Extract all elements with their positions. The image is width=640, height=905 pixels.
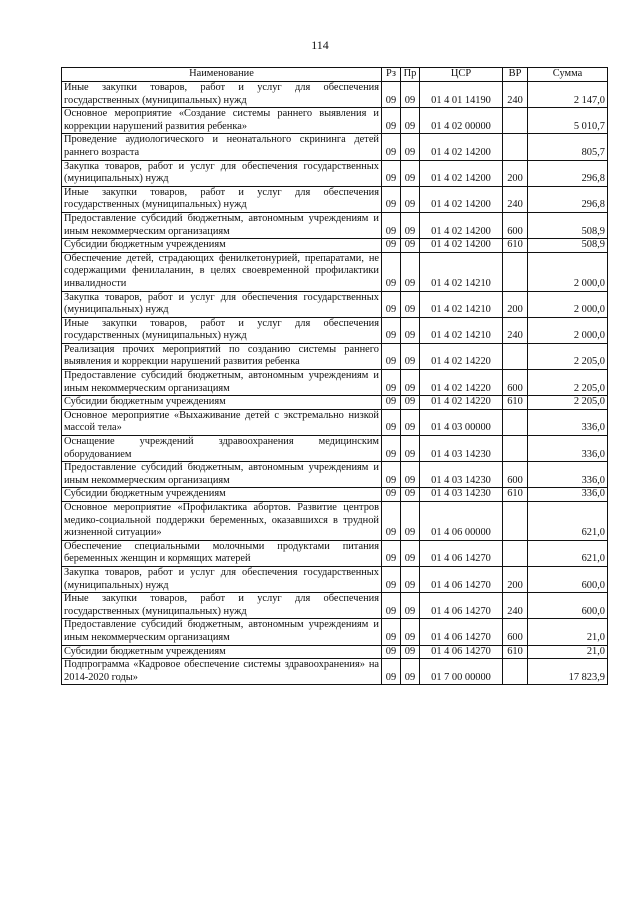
cell-rz: 09 xyxy=(382,160,401,186)
cell-pr: 09 xyxy=(401,317,420,343)
cell-rz: 09 xyxy=(382,540,401,566)
cell-csr: 01 4 02 14210 xyxy=(420,252,503,291)
cell-name: Закупка товаров, работ и услуг для обеспечения государственных (муниципальных) нужд xyxy=(62,160,382,186)
cell-sum: 336,0 xyxy=(528,488,608,502)
table-row xyxy=(62,291,608,317)
cell-csr: 01 4 06 14270 xyxy=(420,593,503,619)
cell-csr: 01 4 02 14200 xyxy=(420,134,503,160)
table-row xyxy=(62,343,608,369)
header-rz: Рз xyxy=(382,68,401,82)
cell-name: Подпрограмма «Кадровое обеспечение системы здравоохранения» на 2014-2020 годы» xyxy=(62,659,382,685)
cell-name: Обеспечение специальными молочными продуктами питания беременных женщин и кормящих матерей xyxy=(62,540,382,566)
cell-vr xyxy=(503,134,528,160)
cell-rz: 09 xyxy=(382,82,401,108)
cell-sum: 600,0 xyxy=(528,593,608,619)
cell-sum: 621,0 xyxy=(528,502,608,541)
cell-vr: 610 xyxy=(503,488,528,502)
cell-rz: 09 xyxy=(382,462,401,488)
cell-rz: 09 xyxy=(382,593,401,619)
cell-vr: 610 xyxy=(503,396,528,410)
cell-csr: 01 4 06 14270 xyxy=(420,645,503,659)
table-header xyxy=(62,68,608,82)
cell-csr: 01 4 03 14230 xyxy=(420,488,503,502)
cell-pr: 09 xyxy=(401,82,420,108)
cell-name: Оснащение учреждений здравоохранения медицинским оборудованием xyxy=(62,436,382,462)
table-row xyxy=(62,370,608,396)
cell-rz: 09 xyxy=(382,409,401,435)
table-row xyxy=(62,396,608,410)
cell-vr: 200 xyxy=(503,566,528,592)
cell-pr: 09 xyxy=(401,488,420,502)
cell-name: Реализация прочих мероприятий по созданию системы раннего выявления и коррекции нарушений развития ребенка xyxy=(62,343,382,369)
cell-csr: 01 7 00 00000 xyxy=(420,659,503,685)
table-row xyxy=(62,462,608,488)
cell-name: Основное мероприятие «Создание системы раннего выявления и коррекции нарушений развития ребенка» xyxy=(62,108,382,134)
cell-name: Субсидии бюджетным учреждениям xyxy=(62,645,382,659)
cell-name: Закупка товаров, работ и услуг для обеспечения государственных (муниципальных) нужд xyxy=(62,566,382,592)
cell-name: Субсидии бюджетным учреждениям xyxy=(62,488,382,502)
cell-rz: 09 xyxy=(382,659,401,685)
cell-sum: 336,0 xyxy=(528,462,608,488)
cell-rz: 09 xyxy=(382,370,401,396)
header-csr: ЦСР xyxy=(420,68,503,82)
cell-vr: 600 xyxy=(503,619,528,645)
cell-sum: 2 205,0 xyxy=(528,396,608,410)
cell-rz: 09 xyxy=(382,343,401,369)
table-row xyxy=(62,488,608,502)
cell-csr: 01 4 06 14270 xyxy=(420,566,503,592)
cell-name: Субсидии бюджетным учреждениям xyxy=(62,239,382,253)
cell-sum: 17 823,9 xyxy=(528,659,608,685)
cell-vr: 240 xyxy=(503,82,528,108)
cell-name: Обеспечение детей, страдающих фенилкетонурией, препаратами, не содержащими фенилаланин, в целях своевременной профилактики инвалидности xyxy=(62,252,382,291)
cell-csr: 01 4 03 00000 xyxy=(420,409,503,435)
cell-vr xyxy=(503,659,528,685)
cell-pr: 09 xyxy=(401,619,420,645)
cell-csr: 01 4 06 14270 xyxy=(420,619,503,645)
cell-csr: 01 4 02 14200 xyxy=(420,186,503,212)
cell-csr: 01 4 02 14200 xyxy=(420,212,503,238)
cell-pr: 09 xyxy=(401,186,420,212)
table-row xyxy=(62,436,608,462)
table-row xyxy=(62,659,608,685)
cell-vr: 610 xyxy=(503,239,528,253)
cell-name: Предоставление субсидий бюджетным, автономным учреждениям и иным некоммерческим организациям xyxy=(62,370,382,396)
cell-vr: 600 xyxy=(503,370,528,396)
cell-sum: 296,8 xyxy=(528,186,608,212)
header-name: Наименование xyxy=(62,68,382,82)
cell-rz: 09 xyxy=(382,252,401,291)
cell-sum: 508,9 xyxy=(528,239,608,253)
cell-vr: 200 xyxy=(503,160,528,186)
cell-pr: 09 xyxy=(401,134,420,160)
cell-sum: 21,0 xyxy=(528,619,608,645)
table-row xyxy=(62,186,608,212)
cell-csr: 01 4 02 14200 xyxy=(420,160,503,186)
cell-pr: 09 xyxy=(401,645,420,659)
cell-name: Проведение аудиологического и неонатального скрининга детей раннего возраста xyxy=(62,134,382,160)
cell-rz: 09 xyxy=(382,291,401,317)
table-row xyxy=(62,252,608,291)
table-row xyxy=(62,134,608,160)
cell-vr: 240 xyxy=(503,317,528,343)
cell-sum: 5 010,7 xyxy=(528,108,608,134)
cell-csr: 01 4 02 14210 xyxy=(420,291,503,317)
table-row xyxy=(62,593,608,619)
cell-csr: 01 4 02 00000 xyxy=(420,108,503,134)
table-row xyxy=(62,160,608,186)
cell-pr: 09 xyxy=(401,409,420,435)
cell-vr: 610 xyxy=(503,645,528,659)
cell-vr xyxy=(503,108,528,134)
cell-name: Иные закупки товаров, работ и услуг для обеспечения государственных (муниципальных) нужд xyxy=(62,82,382,108)
cell-vr xyxy=(503,409,528,435)
table-row xyxy=(62,409,608,435)
cell-pr: 09 xyxy=(401,462,420,488)
cell-rz: 09 xyxy=(382,488,401,502)
table-row xyxy=(62,108,608,134)
header-row xyxy=(62,68,608,82)
cell-name: Закупка товаров, работ и услуг для обеспечения государственных (муниципальных) нужд xyxy=(62,291,382,317)
cell-csr: 01 4 06 00000 xyxy=(420,502,503,541)
cell-pr: 09 xyxy=(401,659,420,685)
cell-csr: 01 4 02 14210 xyxy=(420,317,503,343)
cell-pr: 09 xyxy=(401,160,420,186)
cell-name: Предоставление субсидий бюджетным, автономным учреждениям и иным некоммерческим организациям xyxy=(62,619,382,645)
table-row xyxy=(62,317,608,343)
cell-name: Основное мероприятие «Выхаживание детей с экстремально низкой массой тела» xyxy=(62,409,382,435)
cell-rz: 09 xyxy=(382,436,401,462)
cell-pr: 09 xyxy=(401,436,420,462)
cell-vr: 600 xyxy=(503,462,528,488)
table-row xyxy=(62,566,608,592)
cell-vr xyxy=(503,343,528,369)
page-number: 114 xyxy=(311,38,329,52)
cell-vr: 600 xyxy=(503,212,528,238)
cell-csr: 01 4 03 14230 xyxy=(420,462,503,488)
cell-sum: 21,0 xyxy=(528,645,608,659)
table-body xyxy=(62,82,608,685)
cell-pr: 09 xyxy=(401,343,420,369)
cell-sum: 2 000,0 xyxy=(528,252,608,291)
table-row xyxy=(62,540,608,566)
cell-name: Предоставление субсидий бюджетным, автономным учреждениям и иным некоммерческим организациям xyxy=(62,462,382,488)
cell-pr: 09 xyxy=(401,212,420,238)
table-row xyxy=(62,619,608,645)
cell-csr: 01 4 03 14230 xyxy=(420,436,503,462)
cell-pr: 09 xyxy=(401,566,420,592)
budget-table xyxy=(61,67,608,685)
cell-sum: 621,0 xyxy=(528,540,608,566)
cell-vr: 200 xyxy=(503,291,528,317)
cell-rz: 09 xyxy=(382,134,401,160)
cell-vr xyxy=(503,436,528,462)
cell-pr: 09 xyxy=(401,370,420,396)
cell-sum: 336,0 xyxy=(528,436,608,462)
table-row xyxy=(62,645,608,659)
cell-name: Иные закупки товаров, работ и услуг для обеспечения государственных (муниципальных) нужд xyxy=(62,317,382,343)
table-row xyxy=(62,212,608,238)
cell-sum: 296,8 xyxy=(528,160,608,186)
header-vr: ВР xyxy=(503,68,528,82)
table-row xyxy=(62,82,608,108)
cell-rz: 09 xyxy=(382,619,401,645)
cell-sum: 2 000,0 xyxy=(528,317,608,343)
cell-name: Субсидии бюджетным учреждениям xyxy=(62,396,382,410)
cell-sum: 508,9 xyxy=(528,212,608,238)
cell-pr: 09 xyxy=(401,252,420,291)
cell-sum: 2 000,0 xyxy=(528,291,608,317)
cell-rz: 09 xyxy=(382,502,401,541)
cell-sum: 2 205,0 xyxy=(528,343,608,369)
cell-sum: 336,0 xyxy=(528,409,608,435)
cell-vr xyxy=(503,502,528,541)
cell-rz: 09 xyxy=(382,566,401,592)
cell-pr: 09 xyxy=(401,396,420,410)
cell-vr: 240 xyxy=(503,186,528,212)
cell-vr: 240 xyxy=(503,593,528,619)
table-row xyxy=(62,502,608,541)
cell-pr: 09 xyxy=(401,291,420,317)
cell-pr: 09 xyxy=(401,593,420,619)
cell-pr: 09 xyxy=(401,540,420,566)
cell-csr: 01 4 01 14190 xyxy=(420,82,503,108)
header-pr: Пр xyxy=(401,68,420,82)
cell-sum: 600,0 xyxy=(528,566,608,592)
cell-rz: 09 xyxy=(382,186,401,212)
cell-sum: 2 147,0 xyxy=(528,82,608,108)
cell-pr: 09 xyxy=(401,108,420,134)
cell-rz: 09 xyxy=(382,108,401,134)
cell-csr: 01 4 06 14270 xyxy=(420,540,503,566)
cell-csr: 01 4 02 14220 xyxy=(420,370,503,396)
cell-name: Основное мероприятие «Профилактика абортов. Развитие центров медико-социальной поддержки беременных, оказавшихся в трудной жизненной ситуации» xyxy=(62,502,382,541)
cell-rz: 09 xyxy=(382,645,401,659)
table-row xyxy=(62,239,608,253)
cell-name: Иные закупки товаров, работ и услуг для обеспечения государственных (муниципальных) нужд xyxy=(62,186,382,212)
cell-vr xyxy=(503,540,528,566)
cell-rz: 09 xyxy=(382,239,401,253)
cell-csr: 01 4 02 14220 xyxy=(420,343,503,369)
cell-sum: 805,7 xyxy=(528,134,608,160)
cell-sum: 2 205,0 xyxy=(528,370,608,396)
cell-pr: 09 xyxy=(401,502,420,541)
cell-name: Иные закупки товаров, работ и услуг для обеспечения государственных (муниципальных) нужд xyxy=(62,593,382,619)
cell-rz: 09 xyxy=(382,317,401,343)
cell-rz: 09 xyxy=(382,212,401,238)
cell-pr: 09 xyxy=(401,239,420,253)
header-sum: Сумма xyxy=(528,68,608,82)
cell-csr: 01 4 02 14200 xyxy=(420,239,503,253)
cell-rz: 09 xyxy=(382,396,401,410)
cell-vr xyxy=(503,252,528,291)
cell-name: Предоставление субсидий бюджетным, автономным учреждениям и иным некоммерческим организациям xyxy=(62,212,382,238)
cell-csr: 01 4 02 14220 xyxy=(420,396,503,410)
